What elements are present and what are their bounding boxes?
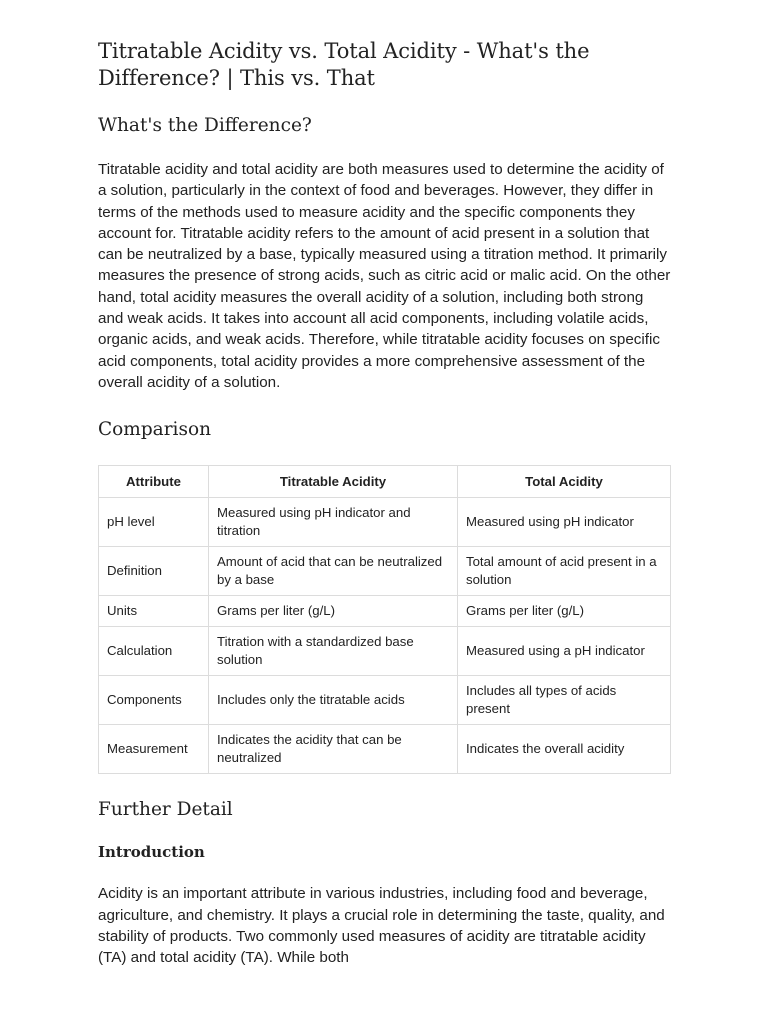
cell-titratable: Indicates the acidity that can be neutralized — [209, 725, 458, 774]
cell-total: Indicates the overall acidity — [458, 725, 671, 774]
header-total-acidity: Total Acidity — [458, 466, 671, 498]
cell-total: Grams per liter (g/L) — [458, 596, 671, 627]
table-header-row — [99, 466, 671, 498]
document-page — [98, 38, 672, 968]
cell-titratable: Includes only the titratable acids — [209, 676, 458, 725]
table-row — [99, 596, 671, 627]
cell-titratable: Grams per liter (g/L) — [209, 596, 458, 627]
cell-attribute: Units — [99, 596, 209, 627]
table-row — [99, 725, 671, 774]
comparison-heading: Comparison — [98, 419, 212, 441]
introduction-heading: Introduction — [98, 843, 205, 862]
cell-titratable: Measured using pH indicator and titration — [209, 498, 458, 547]
cell-attribute: Definition — [99, 547, 209, 596]
cell-attribute: Calculation — [99, 627, 209, 676]
header-attribute: Attribute — [99, 466, 209, 498]
further-detail-heading: Further Detail — [98, 799, 233, 821]
table-row — [99, 547, 671, 596]
cell-attribute: Measurement — [99, 725, 209, 774]
header-titratable-acidity: Titratable Acidity — [209, 466, 458, 498]
table-row — [99, 627, 671, 676]
cell-total: Measured using pH indicator — [458, 498, 671, 547]
comparison-table — [98, 465, 671, 774]
difference-paragraph: Titratable acidity and total acidity are both measures used to determine the acidity of a solution, particularly in the context of food and beverages. However, they differ in terms of the methods used to measure acidity and the specific components they account for. Titratable acidity refers to the amount of acid present in a solution that can be neutralized by a base, typically measured using a titration method. It primarily measures the presence of strong acids, such as citric acid or malic acid. On the other hand, total acidity measures the overall acidity of a solution, including both strong and weak acids. It takes into account all acid components, including volatile acids, organic acids, and weak acids. Therefore, while titratable acidity focuses on specific acid components, total acidity provides a more comprehensive assessment of the overall acidity of a solution. — [98, 161, 671, 391]
page-title: Titratable Acidity vs. Total Acidity - What's the Difference? | This vs. That — [98, 39, 590, 90]
cell-total: Total amount of acid present in a solution — [458, 547, 671, 596]
table-row — [99, 676, 671, 725]
cell-attribute: pH level — [99, 498, 209, 547]
cell-titratable: Amount of acid that can be neutralized by a base — [209, 547, 458, 596]
cell-attribute: Components — [99, 676, 209, 725]
cell-titratable: Titration with a standardized base solution — [209, 627, 458, 676]
cell-total: Measured using a pH indicator — [458, 627, 671, 676]
introduction-paragraph: Acidity is an important attribute in various industries, including food and beverage, agriculture, and chemistry. It plays a crucial role in determining the taste, quality, and stability of products. Two commonly used measures of acidity are titratable acidity (TA) and total acidity (TA). While both — [98, 885, 665, 967]
difference-heading: What's the Difference? — [98, 115, 312, 136]
table-row — [99, 498, 671, 547]
cell-total: Includes all types of acids present — [458, 676, 671, 725]
